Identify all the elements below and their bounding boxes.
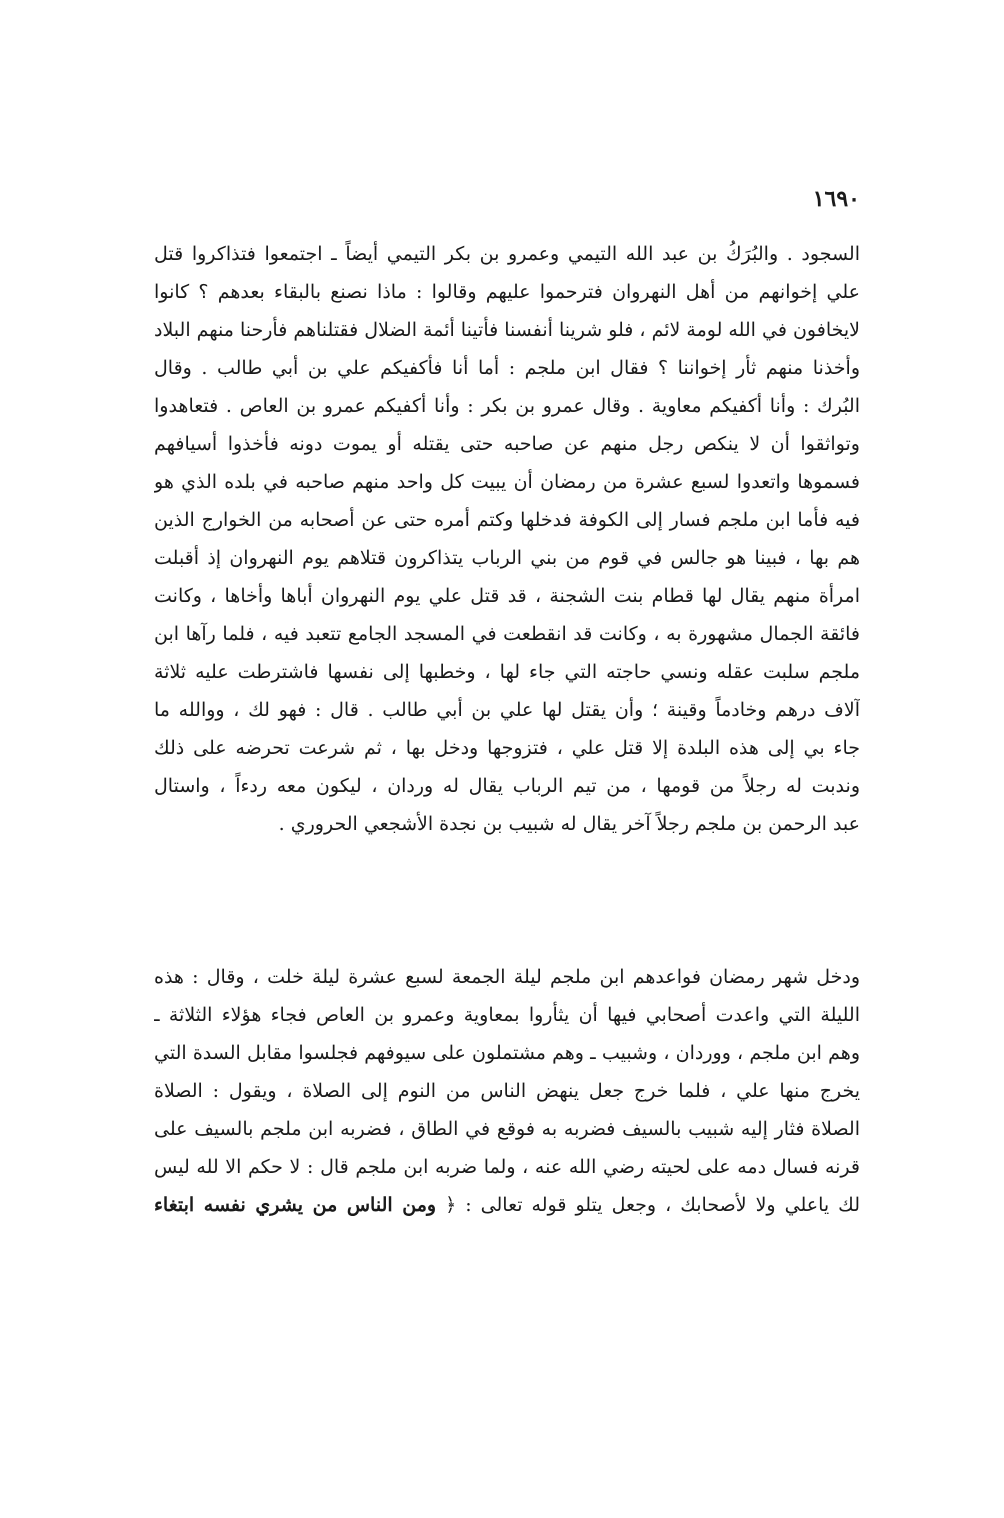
text-line: فائقة الجمال مشهورة به ، وكانت قد انقطعت في المسجد الجامع تتعبد فيه ، فلما رآها ابن [154, 623, 860, 645]
text-line: امرأة منهم يقال لها قطام بنت الشجنة ، قد قتل علي يوم النهروان أباها وأخاها ، وكانت [154, 585, 860, 607]
paragraph-2 [154, 958, 860, 1224]
text-line: آلاف درهم وخادماً وقينة ؛ وأن يقتل لها علي بن أبي طالب . قال : فهو لك ، ووالله ما [154, 699, 860, 721]
text-line: جاء بي إلى هذه البلدة إلا قتل علي ، فتزوجها ودخل بها ، ثم شرعت تحرضه على ذلك [154, 737, 860, 759]
text-line: علي إخوانهم من أهل النهروان فترحموا عليهم وقالوا : ماذا نصنع بالبقاء بعدهم ؟ كانوا [154, 281, 860, 303]
text-line: وندبت له رجلاً من قومها ، من تيم الرباب يقال له وردان ، ليكون معه ردءاً ، واستال [154, 775, 860, 797]
text-line-quran [154, 1186, 860, 1224]
text-line: يخرج منها علي ، فلما خرج جعل ينهض الناس من النوم إلى الصلاة ، ويقول : الصلاة [154, 1080, 860, 1102]
text-line: لايخافون في الله لومة لائم ، فلو شرينا أنفسنا فأتينا أئمة الضلال فقتلناهم فأرحنا منهم البلاد [154, 319, 860, 341]
text-line: الليلة التي واعدت أصحابي فيها أن يثأروا بمعاوية وعمرو بن العاص فجاء هؤلاء الثلاثة ـ [154, 1004, 860, 1026]
text-line: هم بها ، فبينا هو جالس في قوم من بني الرباب يتذاكرون قتلاهم يوم النهروان إذ أقبلت [154, 547, 860, 569]
text-line: قرنه فسال دمه على لحيته رضي الله عنه ، ولما ضربه ابن ملجم قال : لا حكم الا لله ليس [154, 1156, 860, 1178]
text-line: ملجم سلبت عقله ونسي حاجته التي جاء لها ، وخطبها إلى نفسها فاشترطت عليه ثلاثة [154, 661, 860, 683]
text-line: وأخذنا منهم ثأر إخواننا ؟ فقال ابن ملجم : أما أنا فأكفيكم علي بن أبي طالب . وقال [154, 357, 860, 379]
text-line: فسموها واتعدوا لسبع عشرة من رمضان أن يبيت كل واحد منهم صاحبه في بلده الذي هو [154, 471, 860, 493]
paragraph-1 [154, 235, 860, 843]
text-plain: لك ياعلي ولا لأصحابك ، وجعل يتلو قوله تعالى : ﴿ [445, 1194, 860, 1216]
quran-quote: ومن الناس من يشري نفسه ابتغاء [154, 1194, 437, 1216]
text-line: ودخل شهر رمضان فواعدهم ابن ملجم ليلة الجمعة لسبع عشرة ليلة خلت ، وقال : هذه [154, 966, 860, 988]
text-line: وهم ابن ملجم ، ووردان ، وشبيب ـ وهم مشتملون على سيوفهم فجلسوا مقابل السدة التي [154, 1042, 860, 1064]
page-number: ١٦٩٠ [812, 186, 860, 212]
text-line: وتواثقوا أن لا ينكص رجل منهم عن صاحبه حتى يقتله أو يموت دونه فأخذوا أسيافهم [154, 433, 860, 455]
text-line: السجود . والبُرَكُ بن عبد الله التيمي وعمرو بن بكر التيمي أيضاً ـ اجتمعوا فتذاكروا قتل [154, 243, 860, 265]
text-line-last: عبد الرحمن بن ملجم رجلاً آخر يقال له شبيب بن نجدة الأشجعي الحروري . [278, 813, 860, 835]
text-line: فيه فأما ابن ملجم فسار إلى الكوفة فدخلها وكتم أمره حتى عن أصحابه من الخوارج الذين [154, 509, 860, 531]
text-line: الصلاة فثار إليه شبيب بالسيف فضربه به فوقع في الطاق ، فضربه ابن ملجم بالسيف على [154, 1118, 860, 1140]
text-line: البُرك : وأنا أكفيكم معاوية . وقال عمرو بن بكر : وأنا أكفيكم عمرو بن العاص . فتعاهدوا [154, 395, 860, 417]
